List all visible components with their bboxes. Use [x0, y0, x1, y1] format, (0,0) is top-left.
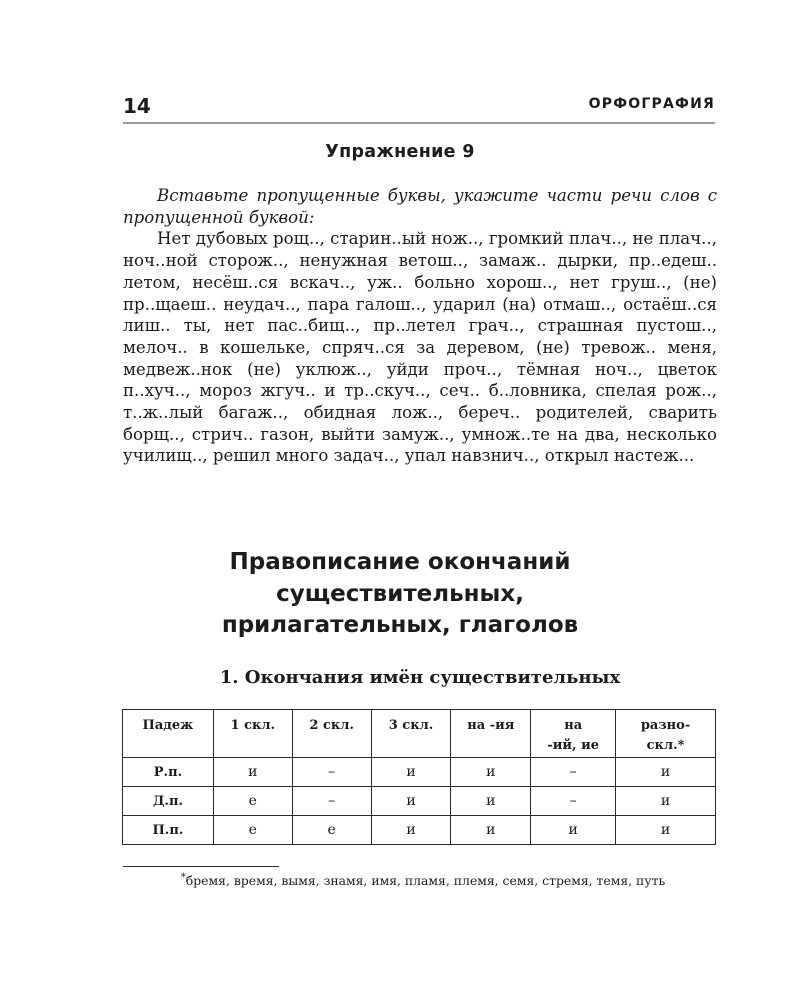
subsection-title: 1. Окончания имён существительных [219, 667, 621, 688]
table-cell: – [531, 787, 616, 816]
table-cell: Д.п. [123, 787, 214, 816]
header-case [123, 710, 214, 758]
table-cell: е [213, 816, 292, 845]
exercise-block [123, 185, 717, 467]
header-iya [451, 710, 531, 758]
table-header-row [123, 710, 716, 758]
table-cell: и [451, 787, 531, 816]
footnote [123, 872, 723, 888]
table-cell: и [371, 758, 451, 787]
header-text: скл.* [646, 738, 685, 753]
header-decl-3 [371, 710, 451, 758]
section-title [0, 547, 800, 642]
exercise-title: Упражнение 9 [325, 142, 475, 162]
table-cell: е [213, 787, 292, 816]
header-heteroclitic [616, 710, 716, 758]
header-text: разно- [640, 718, 691, 733]
table-row [123, 816, 716, 845]
table-cell: Р.п. [123, 758, 214, 787]
table-row [123, 787, 716, 816]
table-cell: и [451, 816, 531, 845]
table-cell: и [531, 816, 616, 845]
table-row [123, 758, 716, 787]
table-cell: и [213, 758, 292, 787]
table-cell: – [292, 758, 371, 787]
table-cell: и [616, 816, 716, 845]
table-cell: и [616, 758, 716, 787]
section-title-line: прилагательных, глаголов [221, 612, 579, 638]
table-cell: П.п. [123, 816, 214, 845]
table-cell: и [371, 787, 451, 816]
footnote-rule [123, 866, 279, 867]
table-cell: – [531, 758, 616, 787]
table-cell: и [371, 816, 451, 845]
header-text: на [564, 718, 583, 733]
header-text: 3 скл. [388, 718, 434, 733]
page-number: 14 [123, 94, 151, 118]
header-decl-2 [292, 710, 371, 758]
noun-endings-table [122, 709, 716, 845]
footnote-text: бремя, время, вымя, знамя, имя, пламя, племя, семя, стремя, темя, путь [185, 873, 666, 889]
header-text: на -ия [467, 718, 515, 733]
table-cell: и [451, 758, 531, 787]
header-text: -ий, ие [547, 738, 599, 753]
header-text: 2 скл. [309, 718, 354, 733]
table-cell: и [616, 787, 716, 816]
exercise-instruction: Вставьте пропущенные буквы, укажите части речи слов с пропущенной буквой: [123, 186, 717, 227]
table-cell: – [292, 787, 371, 816]
footnote-marker: * [180, 872, 186, 883]
section-title-line: Правописание окончаний [229, 549, 571, 575]
header-text: Падеж [142, 718, 194, 733]
header-decl-1 [213, 710, 292, 758]
header-text: 1 скл. [230, 718, 276, 733]
running-head: ОРФОГРАФИЯ [588, 96, 715, 112]
exercise-text: Нет дубовых рощ.., старин..ый нож.., громкий плач.., не плач.., ноч..ной сторож.., ненужная ветош.., замаж.. дырки, пр..едеш.. летом, несёш..ся вскач.., уж.. больно хорош.., нет груш.., (не) пр..щаеш.. неудач.., пара галош.., ударил (на) отмаш.., остаёш..ся лиш.. ты, нет пас..бищ.., пр..летел грач.., страшная пустош.., мелоч.. в кошельке, спряч..ся за деревом, (не) тревож.. меня, медвеж..нок (не) уклюж.., уйди проч.., тёмная ноч.., цветок п..хуч.., мороз жгуч.. и тр..скуч.., сеч.. б..ловника, спелая рож.., т..ж..лый багаж.., обидная лож.., береч.. родителей, сварить борщ.., стрич.. газон, выйти замуж.., умнож..те на два, несколько училищ.., решил много задач.., упал навзнич.., открыл настеж... [123, 229, 717, 466]
header-iy-ie [531, 710, 616, 758]
page-header [123, 92, 715, 124]
table-cell: е [292, 816, 371, 845]
section-title-line: существительных, [276, 580, 524, 607]
